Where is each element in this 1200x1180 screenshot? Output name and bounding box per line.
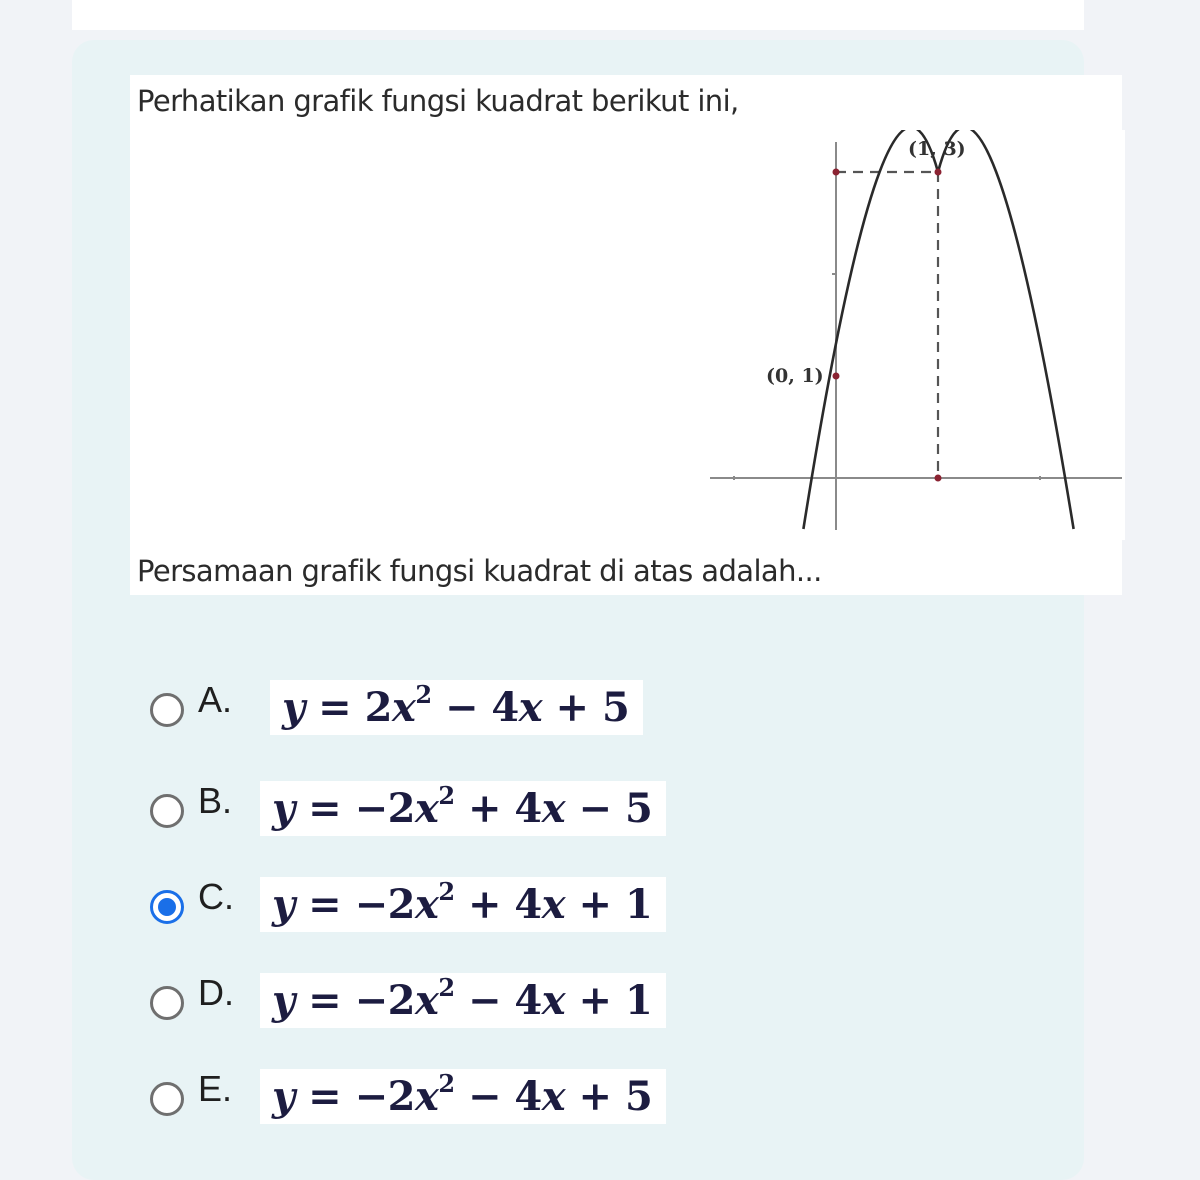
option-letter: C. xyxy=(198,876,234,917)
option-formula: $y = -2x^2 - 4x + 5$ xyxy=(260,1069,666,1124)
radio-a[interactable] xyxy=(150,693,184,727)
option-formula: $y = -2x^2 - 4x + 1$ xyxy=(260,973,666,1028)
option-letter: D. xyxy=(198,972,234,1013)
vertex-label: (1, 3) xyxy=(908,138,966,160)
option-formula: $y = 2x^2 - 4x + 5$ xyxy=(270,680,643,735)
option-d[interactable] xyxy=(150,970,790,1030)
option-e[interactable] xyxy=(150,1066,790,1126)
option-letter: B. xyxy=(198,780,233,821)
option-letter: A. xyxy=(198,679,233,720)
option-a[interactable] xyxy=(150,677,790,737)
option-formula: $y = -2x^2 + 4x - 5$ xyxy=(260,781,666,836)
question-intro: Perhatikan grafik fungsi kuadrat berikut ini, xyxy=(137,84,739,118)
option-formula: $y = -2x^2 + 4x + 1$ xyxy=(260,877,666,932)
option-b[interactable] xyxy=(150,778,790,838)
option-c[interactable] xyxy=(150,874,790,934)
radio-c-selected[interactable] xyxy=(150,890,184,924)
radio-b[interactable] xyxy=(150,794,184,828)
parabola-graph xyxy=(705,130,1125,540)
question-prompt: Persamaan grafik fungsi kuadrat di atas adalah... xyxy=(137,554,822,588)
radio-e[interactable] xyxy=(150,1082,184,1116)
intercept-label: (0, 1) xyxy=(766,365,824,387)
radio-d[interactable] xyxy=(150,986,184,1020)
previous-card xyxy=(72,0,1084,30)
option-letter: E. xyxy=(198,1068,233,1109)
